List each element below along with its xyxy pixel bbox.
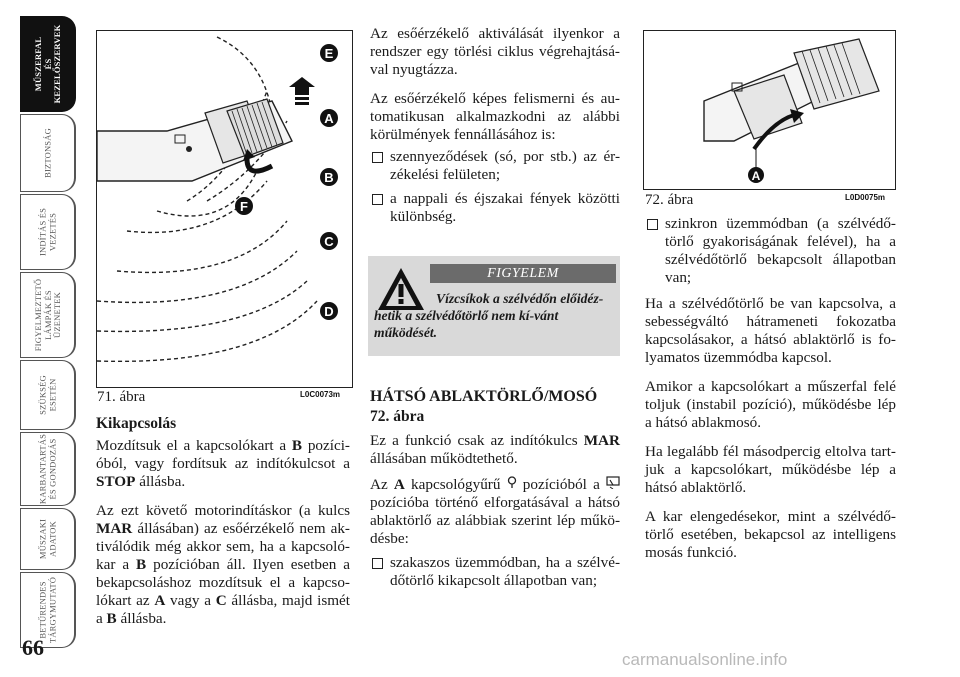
tab-biztonsag[interactable] [20,114,76,192]
label-A: A [751,169,761,183]
label-A: A [324,111,334,126]
heading-kikapcsolas: Kikapcsolás [96,415,177,432]
tab-label: BETŰRENDES TÁRGYMUTATÓ [37,576,57,644]
figure-71-caption: 71. ábra [97,389,146,405]
tab-label: MŰSZERFAL ÉS KEZELŐSZERVEK [32,24,62,104]
label-D: D [324,304,334,319]
paragraph: Ha legalább fél másodpercig eltolva tart-juk a kapcsolókart, működésbe lép a hátsó ablaktörlő. [645,443,896,496]
warning-text: Vízcsíkok a szélvédőn előidéz-hetik a szélvédőtörlő nem kí-vánt működését. [374,291,604,340]
tab-label: FIGYELMEZTETŐ LÁMPÁK ÉS ÜZENETEK [32,278,62,352]
paragraph: Az A kapcsológyűrű pozícióból a pozícióba történő elforgatásával a hátsó ablaktörlő az alábbiak szerint lép műkö-désbe: [370,476,620,547]
paragraph: A kar elengedésekor, mint a szélvédő-törlő esetében, bekapcsol az intelligens mosás funkció. [645,508,896,561]
bullet-item: szennyeződések (só, por stb.) az ér-zékelési felületen; [370,148,620,184]
rear-wiper-diagram [644,31,896,190]
stalk-diagram [97,31,353,388]
label-B: B [324,170,334,185]
paragraph: Mozdítsuk el a kapcsolókart a B pozíci-óból, vagy fordítsuk az indítókulcsot a STOP állásba. [96,437,350,490]
label-F: F [240,199,248,214]
rear-wiper-icon [606,476,620,489]
page-number: 66 [22,635,44,660]
tab-label: INDÍTÁS ÉS VEZETÉS [37,207,57,257]
figure-72-code: L0D0075m [845,193,886,202]
bullet-item: szakaszos üzemmódban, ha a szélvé-dőtörlő kikapcsolt állapotban van; [370,554,620,590]
column-2-lower [370,388,620,596]
paragraph: Amikor a kapcsolókart a műszerfal felé toljuk (instabil pozíció), működésbe lép a hátsó ablakmosó. [645,378,896,431]
paragraph: Ha a szélvédőtörlő be van kapcsolva, a sebességváltó hátrameneti fokozatba kapcsolásakor, a hátsó ablaktörlő is fo-lyamatos üzemmódba kapcsol. [645,295,896,366]
figure-72 [643,30,896,190]
warning-title: FIGYELEM [430,264,616,283]
tab-szukseg[interactable] [20,360,76,430]
section-heading: HÁTSÓ ABLAKTÖRLŐ/MOSÓ [370,388,598,405]
bullet-item: a nappali és éjszakai fények közötti különbség. [370,190,620,226]
paragraph: Ez a funkció csak az indítókulcs MAR állásában működtethető. [370,432,620,467]
paragraph: Az esőérzékelő képes felismerni és au-tomatikusan alkalmazkodni az alábbi körülmények fennállásához is: [370,90,620,143]
watermark: carmanualsonline.info [622,650,788,669]
tab-karbantartas[interactable] [20,432,76,506]
bullet-item: szinkron üzemmódban (a szélvédő-törlő gyakoriságának felével), ha a szélvédőtörlő bekapcsolt állapotban van; [645,215,896,287]
figure-71 [96,30,353,388]
section-figure-ref: 72. ábra [370,408,425,425]
warning-box [368,256,620,356]
tab-muszerfal[interactable] [20,16,76,112]
figure-72-caption: 72. ábra [645,192,694,208]
column-3 [645,215,896,573]
tab-figyelmezteto[interactable] [20,272,76,358]
figure-71-code: L0C0073m [300,390,341,399]
tab-inditas[interactable] [20,194,76,270]
tab-label: MŰSZAKI ADATOK [37,518,57,560]
tab-muszaki[interactable] [20,508,76,570]
label-E: E [324,46,334,61]
tab-label: SZÜKSÉG ESETÉN [37,375,57,415]
paragraph: Az esőérzékelő aktiválását ilyenkor a rendszer egy törlési ciklus végrehajtásá-val nyugtázza. [370,25,620,78]
tab-label: KARBANTARTÁS ÉS GONDOZÁS [37,433,57,505]
off-position-icon [507,476,517,489]
column-2 [370,25,620,232]
column-1 [96,415,350,639]
label-C: C [324,234,334,249]
paragraph: Az ezt követő motorindításkor (a kulcs MAR állásában) az esőérzékelő nem ak-tiválódik még akkor sem, ha a kapcsoló-kar a B pozícióban áll. Ilyen esetben a bekapcsoláshoz mozdítsuk el a kapcso-lókart az A vagy a C állásba, majd ismét a B állásba. [96,502,351,627]
tab-label: BIZTONSÁG [41,128,52,178]
